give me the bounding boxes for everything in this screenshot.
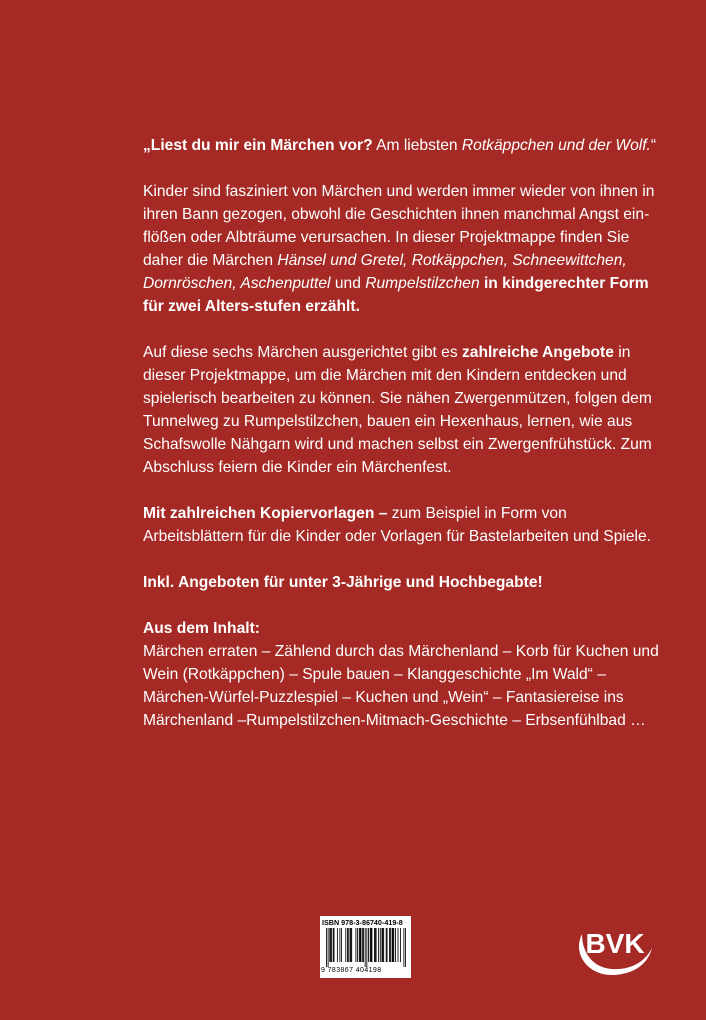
barcode-bar bbox=[350, 928, 351, 962]
barcode-bar bbox=[398, 928, 399, 962]
barcode-bar bbox=[365, 928, 366, 967]
barcode-bar bbox=[334, 928, 335, 962]
barcode-bar bbox=[386, 928, 387, 962]
barcode-bar bbox=[357, 928, 358, 962]
barcode-bar bbox=[382, 928, 383, 962]
barcode-bar bbox=[374, 928, 375, 962]
barcode-bar bbox=[370, 928, 371, 962]
barcode-bar bbox=[390, 928, 391, 962]
barcode-bar bbox=[366, 928, 367, 967]
barcode-bar bbox=[355, 928, 356, 962]
barcode-bar bbox=[403, 928, 404, 967]
barcode-bar bbox=[337, 928, 338, 962]
barcode-bars bbox=[326, 928, 406, 967]
barcode-bar bbox=[362, 928, 363, 962]
barcode-bar bbox=[348, 928, 349, 962]
barcode-bar bbox=[331, 928, 332, 962]
barcode-bar bbox=[368, 928, 369, 962]
isbn-barcode bbox=[320, 916, 411, 978]
isbn-label: ISBN 978-3-86740-419-8 bbox=[322, 918, 403, 927]
barcode-bar bbox=[392, 928, 393, 962]
barcode-bar bbox=[333, 928, 334, 962]
barcode-bar bbox=[371, 928, 372, 962]
barcode-bar bbox=[350, 928, 351, 962]
publisher-logo bbox=[572, 920, 654, 978]
templates-paragraph: Mit zahlreichen Kopiervorlagen – zum Beispiel in Form von Arbeitsblättern für die Kinder oder Vorlagen für Bastelarbeiten und Spiele. bbox=[143, 505, 651, 545]
back-cover-text bbox=[143, 134, 663, 755]
barcode-bar bbox=[363, 928, 364, 962]
barcode-bar bbox=[330, 928, 331, 962]
barcode-bar bbox=[382, 928, 383, 962]
barcode-bar bbox=[371, 928, 372, 962]
description-paragraph: Kinder sind fasziniert von Märchen und werden immer wieder von ihnen in ihren Bann gezogen, obwohl die Geschichten ihnen manchmal Angst ein-flößen oder Albträume verursachen. In dieser Projektmappe finden Sie daher die Märchen Hänsel und Gretel, Rotkäppchen, Schneewittchen, Dornröschen, Aschenputtel und Rumpelstilzchen in kindgerechter Form für zwei Alters-stufen erzählt. bbox=[143, 183, 655, 315]
barcode-bar bbox=[361, 928, 362, 962]
barcode-bar bbox=[378, 928, 379, 962]
barcode-bar bbox=[341, 928, 342, 962]
barcode-bar bbox=[389, 928, 390, 962]
contents-list: Märchen erraten – Zählend durch das Märchenland – Korb für Kuchen und Wein (Rotkäppchen) – Spule bauen – Klanggeschichte „Im Wald“ – Märchen-Würfel-Puzzlespiel – Kuchen und „Wein“ – Fantasiereise ins Märchenland –Rumpelstilzchen-Mitmach-Geschichte – Erbsenfühlbad … bbox=[143, 643, 659, 729]
logo-text: BVK bbox=[585, 928, 645, 959]
barcode-bar bbox=[376, 928, 377, 962]
barcode-bar bbox=[328, 928, 329, 967]
barcode-bar bbox=[383, 928, 384, 962]
barcode-bar bbox=[347, 928, 348, 962]
barcode-bar bbox=[351, 928, 352, 962]
barcode-digits: 9 783867 404198 bbox=[321, 967, 382, 974]
barcode-bar bbox=[339, 928, 340, 962]
barcode-bar bbox=[400, 928, 401, 962]
barcode-bar bbox=[405, 928, 406, 967]
barcode-bar bbox=[329, 928, 330, 962]
barcode-bar bbox=[380, 928, 381, 962]
barcode-bar bbox=[393, 928, 394, 962]
barcode-bar bbox=[375, 928, 376, 962]
barcode-bar bbox=[393, 928, 394, 962]
barcode-bar bbox=[360, 928, 361, 962]
contents-section bbox=[143, 617, 663, 732]
offers-paragraph: Auf diese sechs Märchen ausgerichtet gibt es zahlreiche Angebote in dieser Projektmappe, um die Märchen mit den Kindern entdecken und spielerisch bearbeiten zu können. Sie nähen Zwergenmützen, folgen dem Tunnelweg zu Rumpelstilzchen, bauen ein Hexenhaus, lernen, wie aus Schafswolle Nähgarn wird und machen selbst ein Zwergenfrühstück. Zum Abschluss feiern die Kinder ein Märchenfest. bbox=[143, 344, 652, 476]
barcode-bar bbox=[395, 928, 396, 962]
barcode-bar bbox=[387, 928, 388, 962]
barcode-bar bbox=[326, 928, 327, 967]
barcode-bar bbox=[345, 928, 346, 962]
intro-quote: „Liest du mir ein Märchen vor? Am liebsten Rotkäppchen und der Wolf.“ bbox=[143, 137, 657, 154]
barcode-bar bbox=[359, 928, 360, 962]
age-note: Inkl. Angeboten für unter 3-Jährige und Hochbegabte! bbox=[143, 574, 543, 591]
contents-heading: Aus dem Inhalt: bbox=[143, 620, 260, 637]
